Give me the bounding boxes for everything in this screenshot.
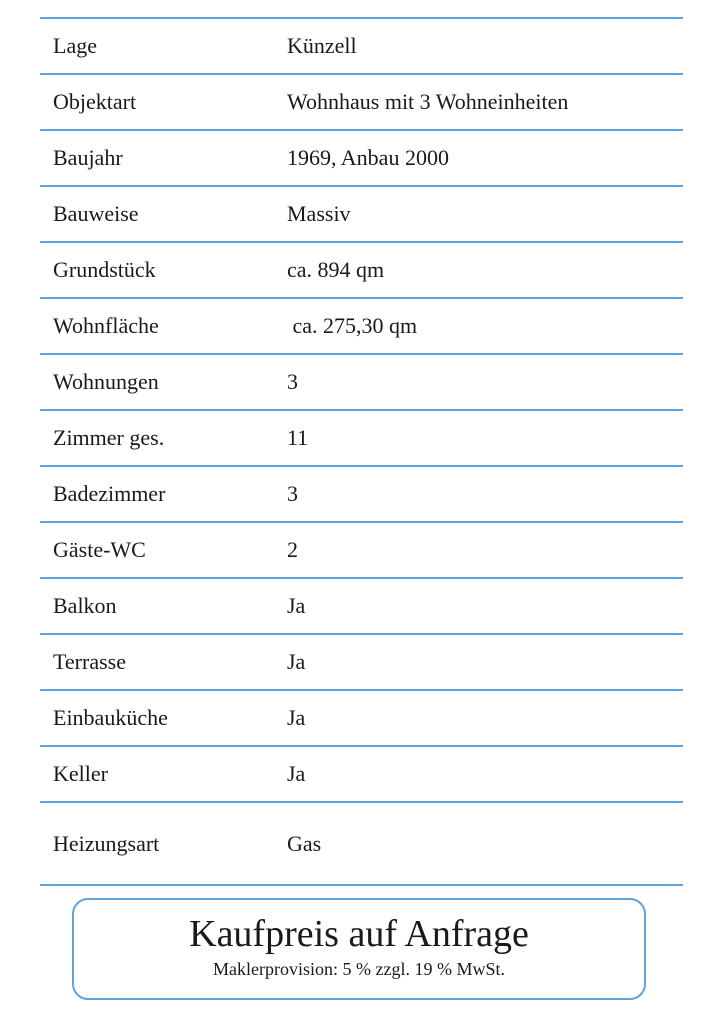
table-row: [40, 691, 683, 747]
detail-value: Ja: [287, 705, 306, 730]
table-row: [40, 579, 683, 635]
detail-label: Bauweise: [53, 201, 139, 226]
table-row: [40, 187, 683, 243]
detail-label: Wohnfläche: [53, 313, 159, 338]
table-row: [40, 355, 683, 411]
detail-value: ca. 275,30 qm: [287, 313, 418, 338]
detail-value: Künzell: [287, 33, 357, 58]
detail-value: 3: [287, 369, 298, 394]
commission-note: Maklerprovision: 5 % zzgl. 19 % MwSt.: [213, 959, 505, 979]
table-row: [40, 467, 683, 523]
property-details-table: [40, 17, 683, 886]
detail-label: Grundstück: [53, 257, 156, 282]
detail-value: Ja: [287, 593, 306, 618]
detail-label: Zimmer ges.: [53, 425, 165, 450]
detail-label: Gäste-WC: [53, 537, 146, 562]
detail-label: Balkon: [53, 593, 117, 618]
price-box: [72, 898, 646, 1000]
table-row: [40, 635, 683, 691]
detail-value: Massiv: [287, 201, 351, 226]
detail-value: 1969, Anbau 2000: [287, 145, 449, 170]
detail-label: Keller: [53, 761, 108, 786]
table-row: [40, 523, 683, 579]
detail-label: Heizungsart: [53, 830, 160, 856]
detail-value: Ja: [287, 649, 306, 674]
table-row: [40, 243, 683, 299]
detail-label: Objektart: [53, 89, 137, 114]
detail-label: Einbauküche: [53, 705, 168, 730]
detail-value: 2: [287, 537, 298, 562]
detail-value: 11: [287, 425, 309, 450]
detail-label: Terrasse: [53, 649, 126, 674]
table-row: [40, 411, 683, 467]
detail-value: Wohnhaus mit 3 Wohneinheiten: [287, 89, 569, 114]
table-row: [40, 747, 683, 803]
table-row: [40, 19, 683, 75]
detail-value: ca. 894 qm: [287, 257, 385, 282]
detail-label: Lage: [53, 33, 97, 58]
detail-value: Gas: [287, 830, 322, 856]
table-row: [40, 75, 683, 131]
detail-value: Ja: [287, 761, 306, 786]
detail-value: 3: [287, 481, 298, 506]
detail-label: Wohnungen: [53, 369, 159, 394]
table-row: [40, 299, 683, 355]
price-title: Kaufpreis auf Anfrage: [189, 913, 529, 955]
table-row: [40, 131, 683, 187]
detail-label: Badezimmer: [53, 481, 166, 506]
detail-label: Baujahr: [53, 145, 123, 170]
table-row: [40, 803, 683, 886]
